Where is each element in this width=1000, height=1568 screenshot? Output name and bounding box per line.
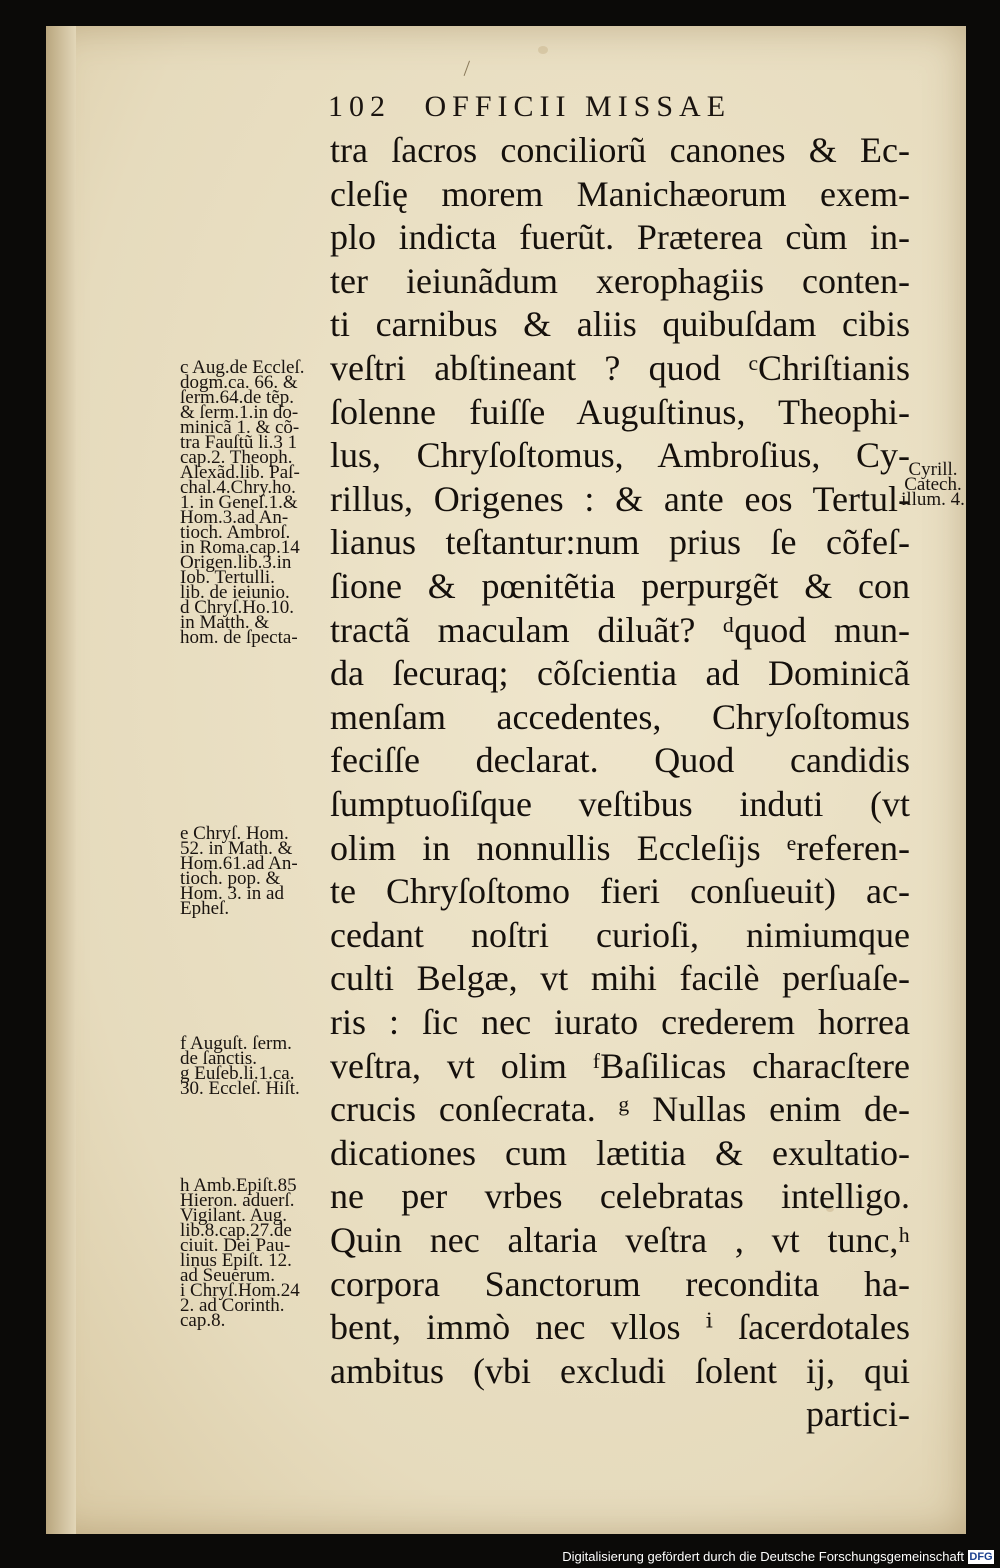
text-line: tra ſacros conciliorũ canones & Ec- xyxy=(330,130,910,170)
page-number: 102 xyxy=(328,90,391,123)
margin-note-line: tioch. Ambroſ. xyxy=(180,522,291,543)
text-line: Quin nec altaria veſtra , vt tunc,ʰ xyxy=(330,1220,910,1260)
page-spine-shadow xyxy=(46,26,76,1534)
digitization-footer xyxy=(0,1546,1000,1568)
text-line: culti Belgæ, vt mihi facilè perſuaſe- xyxy=(330,958,910,999)
text-line: ris : ſic nec iurato crederem horrea xyxy=(330,1002,910,1042)
margin-note-line: Vigilant. Aug. xyxy=(180,1205,288,1226)
running-header xyxy=(328,90,798,130)
margin-note-line: ad Seuerum. xyxy=(180,1265,275,1286)
text-line: ter ieiunãdum xerophagiis conten- xyxy=(330,260,910,301)
text-line: partici- xyxy=(806,1394,910,1435)
margin-note-line: dogm.ca. 66. & xyxy=(180,372,298,393)
dfg-logo: DFG xyxy=(969,1551,993,1563)
text-line: bent, immò nec vllos ⁱ ſacerdotales xyxy=(330,1307,910,1348)
margin-note xyxy=(180,357,350,648)
margin-note-line: Hieron. aduerſ. xyxy=(180,1190,295,1211)
margin-note-line: illum. 4. xyxy=(901,489,965,510)
margin-note-line: Epheſ. xyxy=(180,898,230,919)
margin-note-line: minicã 1. & cõ- xyxy=(180,417,300,438)
text-line: tractã maculam diluãt? ᵈquod mun- xyxy=(330,609,910,650)
text-line: veſtra, vt olim ᶠBaſilicas characſtere xyxy=(330,1045,910,1086)
margin-note-line: Hom.61.ad An- xyxy=(180,853,298,874)
margin-note-line: Origen.lib.3.in xyxy=(180,552,292,573)
margin-note xyxy=(180,1175,350,1331)
margin-note-line: de ſanctis. xyxy=(180,1048,258,1069)
margin-note-line: f Auguſt. ſerm. xyxy=(180,1033,292,1054)
margin-note-line: linus Epiſt. 12. xyxy=(180,1250,292,1271)
text-line: crucis conſecrata. ᵍ Nullas enim de- xyxy=(330,1089,910,1130)
margin-note-line: 30. Eccleſ. Hiſt. xyxy=(180,1078,300,1099)
margin-note-line: 52. in Math. & xyxy=(180,838,293,859)
margin-note-line: 2. ad Corinth. xyxy=(180,1295,285,1316)
text-line: rillus, Origenes : & ante eos Tertul- xyxy=(330,478,910,519)
text-line: feciſſe declarat. Quod candidis xyxy=(330,740,910,781)
running-title: OFFICII MISSAE xyxy=(424,90,732,123)
margin-note-line: chal.4.Chry.ho. xyxy=(180,477,296,498)
text-line: lianus teſtantur:num prius ſe cõfeſ- xyxy=(330,522,910,563)
margin-note-line: in Roma.cap.14 xyxy=(180,537,300,558)
margin-note-line: lib. de ieiunio. xyxy=(180,582,290,603)
text-line: te Chryſoſtomo fieri conſueuit) ac- xyxy=(330,871,910,912)
margin-note-line: i Chryſ.Hom.24 xyxy=(180,1280,300,1301)
margin-note-line: c Aug.de Eccleſ. xyxy=(180,357,305,378)
text-line: plo indicta fuerũt. Præterea cùm in- xyxy=(330,217,910,258)
text-line: ne per vrbes celebratas intelligo. xyxy=(330,1176,910,1217)
paper-stain xyxy=(538,46,548,54)
text-line: corpora Sanctorum recondita ha- xyxy=(330,1263,910,1304)
margin-note-line: tioch. pop. & xyxy=(180,868,281,889)
margin-note xyxy=(180,1033,350,1099)
margin-note-line: tra Fauſtũ li.3 1 xyxy=(180,432,298,453)
footer-credit: Digitalisierung gefördert durch die Deutsche Forschungsgemeinschaft xyxy=(562,1549,964,1564)
text-line: dicationes cum lætitia & exultatio- xyxy=(330,1132,910,1173)
text-line: cedant noſtri curioſi, nimiumque xyxy=(330,914,910,955)
text-line: ambitus (vbi excludi ſolent ij, qui xyxy=(330,1350,910,1391)
text-line: olim in nonnullis Eccleſijs ᵉreferen- xyxy=(330,827,910,868)
text-line: veſtri abſtineant ? quod ᶜChriſtianis xyxy=(330,348,910,388)
text-line: da ſecuraq; cõſcientia ad Dominicã xyxy=(330,653,910,694)
right-margin-note xyxy=(893,459,973,510)
margin-note-line: in Matth. & xyxy=(180,612,270,633)
margin-note-line: cap.2. Theoph. xyxy=(180,447,293,468)
margin-note-line: Catech. xyxy=(904,474,962,495)
margin-note-line: cap.8. xyxy=(180,1310,226,1331)
margin-note-line: lib.8.cap.27.de xyxy=(180,1220,292,1241)
text-line: ſumptuoſiſque veſtibus induti (vt xyxy=(330,784,910,824)
margin-note-line: d Chryſ.Ho.10. xyxy=(180,597,294,618)
text-line: lus, Chryſoſtomus, Ambroſius, Cy- xyxy=(330,435,910,476)
margin-note-line: g Euſeb.li.1.ca. xyxy=(180,1063,295,1084)
margin-note-line: ſerm.64.de tẽp. xyxy=(180,387,294,408)
margin-note-line: Cyrill. xyxy=(908,459,958,480)
margin-note-line: ciuit. Dei Pau- xyxy=(180,1235,291,1256)
margin-note-line: h Amb.Epiſt.85 xyxy=(180,1175,297,1196)
margin-note-line: hom. de ſpecta- xyxy=(180,627,298,648)
text-line: cleſię morem Manichæorum exem- xyxy=(330,173,910,214)
margin-note-line: Alexãd.lib. Paſ- xyxy=(180,462,300,483)
margin-note-line: Iob. Tertulli. xyxy=(180,567,275,588)
text-line: ti carnibus & aliis quibuſdam cibis xyxy=(330,304,910,345)
text-line: menſam accedentes, Chryſoſtomus xyxy=(330,696,910,737)
margin-note-line: 1. in Geneſ.1.& xyxy=(180,492,298,513)
margin-note-line: e Chryſ. Hom. xyxy=(180,823,289,844)
margin-note-line: Hom.3.ad An- xyxy=(180,507,289,528)
margin-note xyxy=(180,823,350,919)
text-line: ſione & pœnitẽtia perpurgẽt & con xyxy=(330,566,910,606)
margin-note-line: Hom. 3. in ad xyxy=(180,883,284,904)
margin-note-line: & ſerm.1.in do- xyxy=(180,402,299,423)
text-line: ſolenne fuiſſe Auguſtinus, Theophi- xyxy=(330,391,910,432)
